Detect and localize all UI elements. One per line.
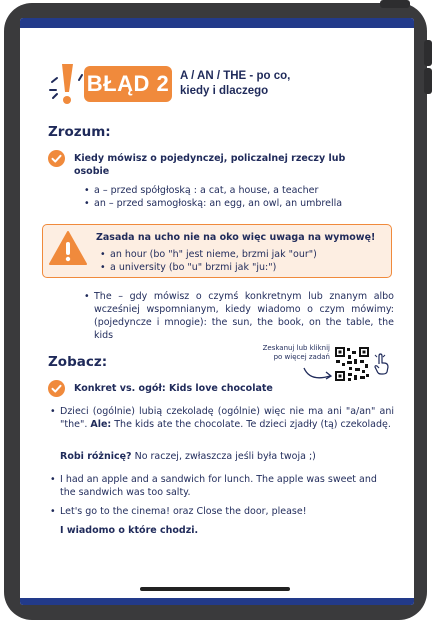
rule-box-title: Zasada na ucho nie na oko więc uwaga na wymowę!: [96, 232, 376, 243]
example-bold: Ale:: [90, 419, 112, 430]
volume-down-button: [424, 68, 432, 94]
list-item: • an hour (bo "h" jest nieme, brzmi jak "our"): [98, 248, 388, 261]
example-bullets-3: [48, 505, 394, 518]
robi-roznice-rest: No raczej, zwłaszcza jeśli była twoja ;): [131, 451, 316, 462]
page-title: [180, 69, 330, 99]
robi-roznice-line: [60, 451, 390, 464]
example-text: Dzieci (ogólnie) lubią czekoladę (ogólnie) więc nie ma ani "a/an" ani "the".: [60, 406, 394, 430]
list-item: • a – przed spółgłoską : a cat, a house, a teacher: [82, 184, 402, 197]
power-button: [380, 0, 410, 8]
bottom-bar: [20, 598, 414, 605]
home-indicator[interactable]: [140, 587, 290, 591]
qr-code[interactable]: [334, 346, 370, 382]
check-icon: [48, 150, 65, 167]
section-heading-zobacz: Zobacz:: [48, 354, 108, 370]
check-icon: [48, 380, 65, 397]
exclamation-icon: [46, 60, 86, 108]
rule-box-bullets: [98, 248, 388, 274]
screen: [20, 18, 414, 605]
example-text-rest: The kids ate the chocolate. Te dzieci zjadły (tą) czekoladę.: [111, 419, 391, 430]
qr-note-line-1: Zeskanuj lub kliknij: [262, 344, 330, 352]
list-item: [48, 405, 394, 431]
warning-triangle-icon: [48, 230, 88, 266]
article-bullets: [82, 184, 402, 210]
the-note: [82, 290, 394, 342]
example-bullets-1: [48, 405, 394, 431]
list-item: • The – gdy mówisz o czymś konkretnym lub znanym albo wcześniej wspomnianym, kiedy wiadomo o czym mówimy: (pojedyncze i mnogie): the sun, the book, on the table, the kids: [82, 290, 394, 342]
curved-arrow-icon: [302, 364, 338, 384]
list-item: • an – przed samogłoską: an egg, an owl, an umbrella: [82, 197, 402, 210]
error-badge: BŁĄD 2: [84, 66, 172, 102]
list-item: • Let's go to the cinema! oraz Close the door, please!: [48, 505, 394, 518]
qr-note-line-2: po więcej zadań: [273, 353, 330, 361]
final-note: I wiadomo o które chodzi.: [60, 525, 199, 536]
robi-roznice-bold: Robi różnicę?: [60, 451, 132, 462]
top-bar: [20, 18, 414, 28]
list-item: • I had an apple and a sandwich for lunch. The apple was sweet and the sandwich was too salty.: [48, 473, 394, 499]
page-title-line-1: A / AN / THE - po co,: [180, 70, 291, 82]
example-point: Konkret vs. ogół: Kids love chocolate: [74, 383, 273, 394]
section-heading-zrozum: Zrozum:: [48, 124, 111, 140]
volume-up-button: [424, 40, 432, 66]
pointer-hand-icon: [372, 352, 392, 376]
page-title-line-2: kiedy i dlaczego: [180, 85, 269, 97]
qr-note: [246, 344, 330, 362]
rule-point-singular: Kiedy mówisz o pojedynczej, policzalnej rzeczy lub osobie: [74, 153, 346, 177]
list-item: • a university (bo "u" brzmi jak "ju:"): [98, 261, 388, 274]
example-bullets-2: [48, 473, 394, 499]
